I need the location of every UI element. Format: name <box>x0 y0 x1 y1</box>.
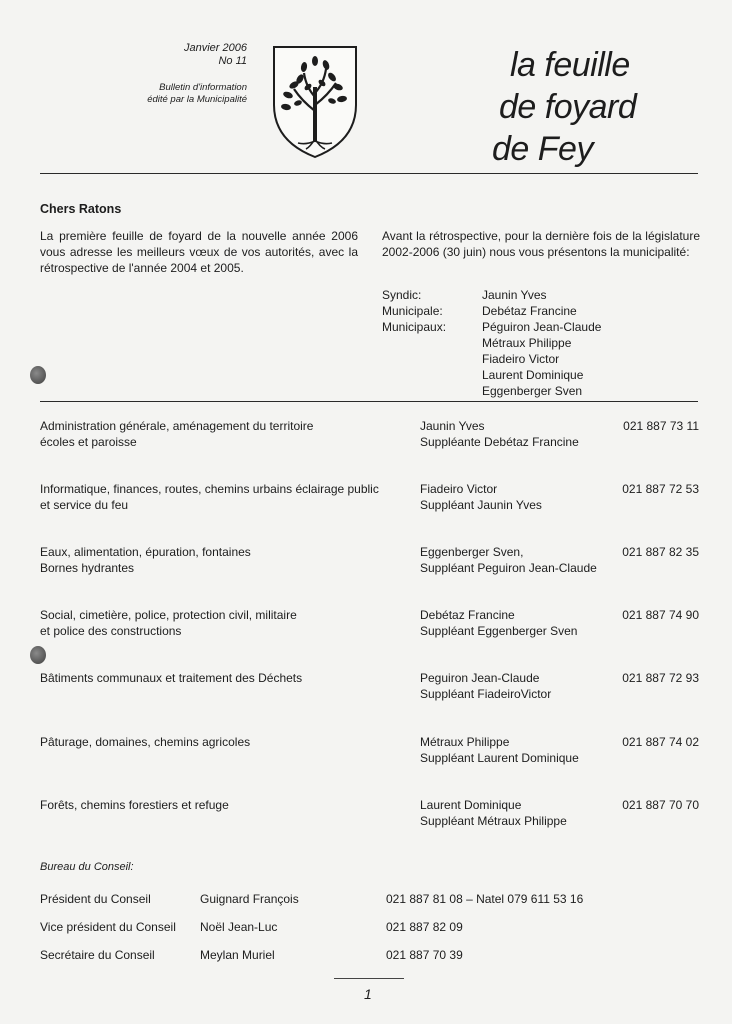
duty-deputy: Suppléant FiadeiroVictor <box>420 687 552 701</box>
board-phone: 021 887 82 09 <box>386 920 463 934</box>
board-member-row <box>40 919 700 937</box>
board-role: Président du Conseil <box>40 892 151 906</box>
duty-phone: 021 887 74 90 <box>622 608 699 622</box>
duty-phone: 021 887 74 02 <box>622 735 699 749</box>
roster-role: Municipale: <box>382 304 443 318</box>
duty-area: et police des constructions <box>40 624 182 638</box>
duty-deputy: Suppléant Peguiron Jean-Claude <box>420 561 597 575</box>
coat-of-arms-icon <box>270 43 360 161</box>
roster-name: Laurent Dominique <box>482 368 584 382</box>
intro-left-text: La première feuille de foyard de la nouvelle année 2006 vous adresse les meilleurs vœux de vos autorités, avec la rétrospective de l'année 2004 et 2005. <box>40 229 358 275</box>
header-rule <box>40 173 698 174</box>
duty-deputy: Suppléant Laurent Dominique <box>420 751 579 765</box>
title-line-2: de foyard <box>499 88 637 126</box>
roster-name: Péguiron Jean-Claude <box>482 320 602 334</box>
duty-area: Social, cimetière, police, protection civil, militaire <box>40 608 297 622</box>
intro-right-text: Avant la rétrospective, pour la dernière fois de la législature 2002-2006 (30 juin) nous vous présentons la municipalité: <box>382 229 700 259</box>
duty-deputy: Suppléante Debétaz Francine <box>420 435 579 449</box>
duty-responsible: Jaunin Yves <box>420 419 485 433</box>
duty-responsible: Métraux Philippe <box>420 735 510 749</box>
bulletin-line-2: édité par la Municipalité <box>147 94 247 105</box>
title-line-3: de Fey <box>492 130 593 168</box>
greeting: Chers Ratons <box>40 202 122 216</box>
issue-number: No 11 <box>218 55 247 67</box>
duty-phone: 021 887 72 93 <box>622 671 699 685</box>
duty-area: Bâtiments communaux et traitement des Déchets <box>40 671 303 685</box>
duty-responsible: Debétaz Francine <box>420 608 515 622</box>
duty-area: écoles et paroisse <box>40 435 137 449</box>
roster-name: Fiadeiro Victor <box>482 352 560 366</box>
board-member-row <box>40 947 700 965</box>
bureau-title: Bureau du Conseil: <box>40 861 134 873</box>
duty-row <box>40 670 700 704</box>
board-phone: 021 887 70 39 <box>386 948 463 962</box>
duty-area: Forêts, chemins forestiers et refuge <box>40 798 229 812</box>
duty-row <box>40 734 700 768</box>
roster-name: Jaunin Yves <box>482 288 547 302</box>
duty-responsible: Fiadeiro Victor <box>420 482 498 496</box>
duty-phone: 021 887 72 53 <box>622 482 699 496</box>
title-line-1: la feuille <box>510 46 630 84</box>
duty-area: Administration générale, aménagement du territoire <box>40 419 314 433</box>
board-phone: 021 887 81 08 – Natel 079 611 53 16 <box>386 892 584 906</box>
board-name: Meylan Muriel <box>200 948 275 962</box>
bulletin-line-1: Bulletin d'information <box>159 82 247 93</box>
duty-deputy: Suppléant Métraux Philippe <box>420 814 567 828</box>
duty-area: Eaux, alimentation, épuration, fontaines <box>40 545 251 559</box>
duty-responsible: Laurent Dominique <box>420 798 522 812</box>
duty-row <box>40 481 700 515</box>
roster-name: Eggenberger Sven <box>482 384 583 398</box>
duty-phone: 021 887 73 11 <box>623 419 699 433</box>
duty-phone: 021 887 82 35 <box>622 545 699 559</box>
duty-area: Bornes hydrantes <box>40 561 135 575</box>
duty-area: Informatique, finances, routes, chemins urbains éclairage public <box>40 482 379 496</box>
duty-deputy: Suppléant Jaunin Yves <box>420 498 542 512</box>
footer-rule <box>334 978 404 979</box>
board-role: Secrétaire du Conseil <box>40 948 155 962</box>
duty-responsible: Eggenberger Sven, <box>420 545 524 559</box>
punch-hole-icon <box>30 646 46 664</box>
duty-responsible: Peguiron Jean-Claude <box>420 671 540 685</box>
duty-row <box>40 607 700 641</box>
section-rule <box>40 401 698 402</box>
board-role: Vice président du Conseil <box>40 920 176 934</box>
punch-hole-icon <box>30 366 46 384</box>
roster-role: Syndic: <box>382 288 422 302</box>
duty-row <box>40 797 700 831</box>
roster-role: Municipaux: <box>382 320 447 334</box>
roster-name: Debétaz Francine <box>482 304 577 318</box>
issue-info <box>147 42 247 106</box>
duty-area: et service du feu <box>40 498 129 512</box>
duty-deputy: Suppléant Eggenberger Sven <box>420 624 578 638</box>
board-name: Guignard François <box>200 892 299 906</box>
masthead-title <box>492 44 636 170</box>
duty-area: Pâturage, domaines, chemins agricoles <box>40 735 251 749</box>
duty-phone: 021 887 70 70 <box>622 798 699 812</box>
duty-row <box>40 544 700 578</box>
board-name: Noël Jean-Luc <box>200 920 278 934</box>
page-number: 1 <box>364 986 372 1002</box>
duty-row <box>40 418 700 452</box>
issue-date: Janvier 2006 <box>184 42 247 54</box>
roster-name: Métraux Philippe <box>482 336 572 350</box>
board-member-row <box>40 891 700 909</box>
